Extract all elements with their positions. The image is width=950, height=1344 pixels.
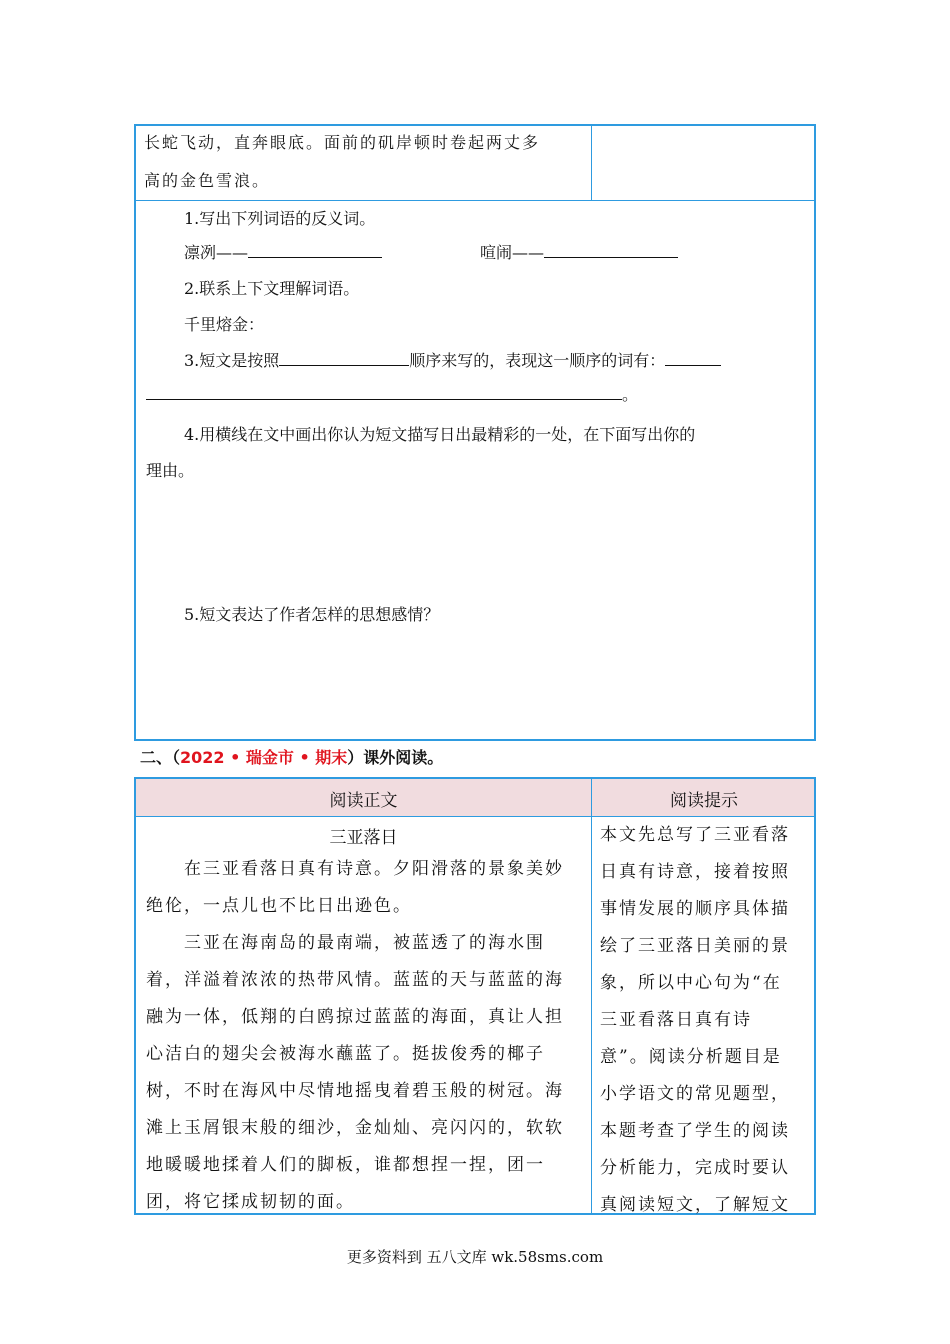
passage-line: 高的金色雪浪。 xyxy=(144,171,271,190)
question-2: 2.联系上下文理解词语。 xyxy=(184,279,360,298)
section-source: 2022 • 瑞金市 • 期末 xyxy=(180,748,348,767)
article-line: 着，洋溢着浓浓的热带风情。蓝蓝的天与蓝蓝的海 xyxy=(146,970,564,990)
question-3-text: 3.短文是按照 xyxy=(184,351,280,370)
header-tips: 阅读提示 xyxy=(670,791,738,811)
passage-line: 长蛇飞动，直奔眼底。面前的矶岸顿时卷起两丈多 xyxy=(144,133,541,152)
tip-line: 绘了三亚落日美丽的景 xyxy=(600,936,790,956)
tip-line: 日真有诗意，接着按照 xyxy=(600,862,790,882)
answer-blank[interactable] xyxy=(279,351,409,366)
article-line: 心洁白的翅尖会被海水蘸蓝了。挺拔俊秀的椰子 xyxy=(146,1044,545,1064)
question-2-word: 千里熔金： xyxy=(184,315,265,334)
question-3-text: 顺序来写的，表现这一顺序的词有： xyxy=(409,351,666,370)
question-1: 1.写出下列词语的反义词。 xyxy=(184,209,376,228)
article-line: 三亚在海南岛的最南端，被蓝透了的海水围 xyxy=(146,933,545,953)
article-title: 三亚落日 xyxy=(329,828,398,848)
footer-source: 更多资料到 五八文库 wk.58sms.com xyxy=(346,1248,604,1266)
antonym-word-b: 喧闹—— xyxy=(480,243,545,262)
reading-table-header xyxy=(136,779,814,817)
article-line: 地暖暖地揉着人们的脚板，谁都想捏一捏，团一 xyxy=(146,1155,545,1175)
section-prefix: 二、（ xyxy=(140,748,181,767)
section-suffix: ）课外阅读。 xyxy=(347,748,444,767)
header-article: 阅读正文 xyxy=(329,791,398,811)
tip-line: 意”。阅读分析题目是 xyxy=(600,1047,782,1067)
reading-table xyxy=(134,777,816,1215)
tip-line: 本题考查了学生的阅读 xyxy=(600,1121,790,1141)
antonym-item-b xyxy=(480,240,678,263)
answer-blank[interactable] xyxy=(248,243,382,258)
column-divider xyxy=(591,779,592,1213)
tip-line: 本文先总写了三亚看落 xyxy=(600,825,790,845)
question-3-end: 。 xyxy=(622,385,639,404)
question-4: 4.用横线在文中画出你认为短文描写日出最精彩的一处，在下面写出你的 xyxy=(184,425,696,444)
tip-line: 事情发展的顺序具体描 xyxy=(600,899,790,919)
article-line: 绝伦，一点儿也不比日出逊色。 xyxy=(146,896,412,916)
question-5: 5.短文表达了作者怎样的思想感情？ xyxy=(184,605,440,624)
article-line: 树，不时在海风中尽情地摇曳着碧玉般的树冠。海 xyxy=(146,1081,564,1101)
antonym-item-a xyxy=(184,240,382,263)
tip-line: 象，所以中心句为“在 xyxy=(600,973,782,993)
column-divider xyxy=(591,126,592,200)
answer-blank[interactable] xyxy=(544,243,678,258)
article-line: 融为一体，低翔的白鸥掠过蓝蓝的海面，真让人担 xyxy=(146,1007,564,1027)
answer-blank[interactable] xyxy=(665,351,721,366)
answer-blank[interactable] xyxy=(146,385,622,400)
tip-line: 真阅读短文，了解短文 xyxy=(600,1195,790,1215)
antonym-word-a: 凛冽—— xyxy=(184,243,249,262)
article-line: 团，将它揉成韧韧的面。 xyxy=(146,1192,355,1212)
question-4-continued: 理由。 xyxy=(146,461,195,480)
question-3-continued xyxy=(146,382,638,405)
question-3 xyxy=(184,348,721,371)
article-line: 滩上玉屑银末般的细沙，金灿灿、亮闪闪的，软软 xyxy=(146,1118,564,1138)
article-line: 在三亚看落日真有诗意。夕阳滑落的景象美妙 xyxy=(146,859,564,879)
section-heading xyxy=(140,745,443,768)
passage-row xyxy=(136,126,814,201)
tip-line: 三亚看落日真有诗 xyxy=(600,1010,752,1030)
question-table xyxy=(134,124,816,741)
tip-line: 小学语文的常见题型， xyxy=(600,1084,790,1104)
tip-line: 分析能力，完成时要认 xyxy=(600,1158,790,1178)
